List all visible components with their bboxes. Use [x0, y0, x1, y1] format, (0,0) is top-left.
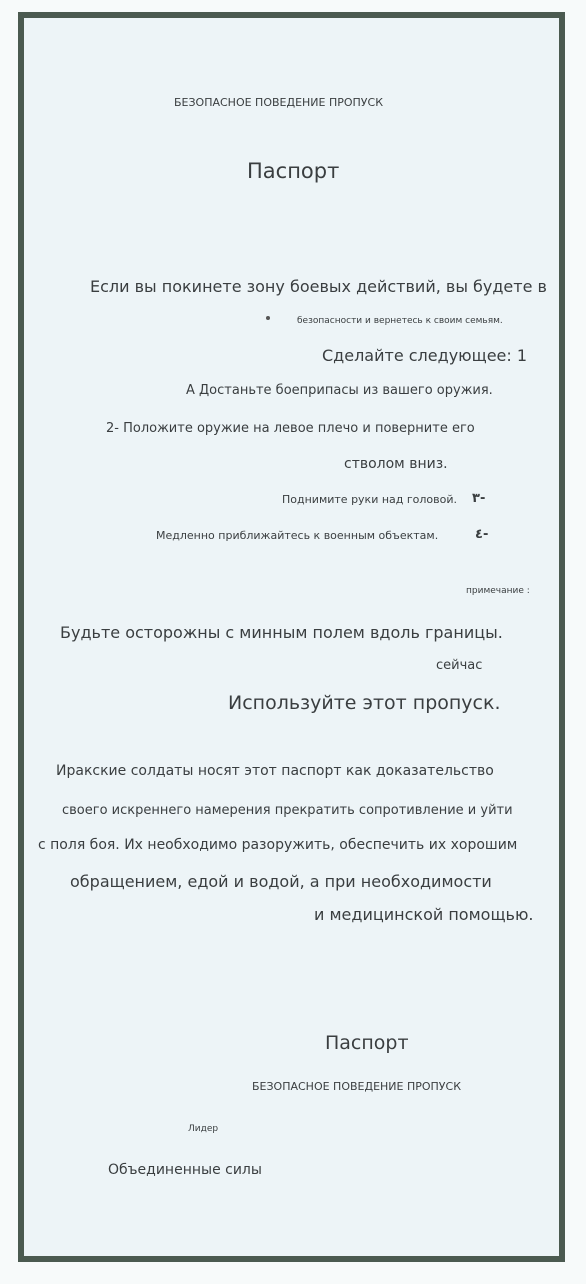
instruction-4: Медленно приближайтесь к военным объектам.: [156, 529, 439, 542]
instruction-3: Поднимите руки над головой.: [282, 493, 458, 506]
page-title: Паспорт: [247, 159, 340, 183]
bullet-dot: [266, 316, 270, 320]
intro-line-2: безопасности и вернетесь к своим семьям.: [297, 316, 503, 326]
note-now: сейчас: [436, 658, 483, 673]
instruction-4-marker: ٤-: [475, 527, 489, 542]
instructions-heading: Сделайте следующее: 1: [322, 346, 528, 365]
note-label: примечание :: [466, 586, 530, 596]
footer-title: Паспорт: [325, 1032, 409, 1054]
statement-line-3: с поля боя. Их необходимо разоружить, обеспечить их хорошим: [38, 837, 518, 853]
intro-line-1: Если вы покинете зону боевых действий, вы будете в: [90, 277, 547, 296]
leader-label: Лидер: [188, 1124, 219, 1134]
top-label: БЕЗОПАСНОЕ ПОВЕДЕНИЕ ПРОПУСК: [174, 96, 384, 109]
note-text: Будьте осторожны с минным полем вдоль границы.: [60, 623, 503, 642]
statement-line-4: обращением, едой и водой, а при необходимости: [70, 872, 492, 891]
instruction-3-marker: ٣-: [472, 491, 486, 506]
instruction-2-line-1: 2- Положите оружие на левое плечо и поверните его: [106, 421, 475, 436]
instruction-a: A Достаньте боеприпасы из вашего оружия.: [186, 383, 493, 398]
statement-line-5: и медицинской помощью.: [314, 905, 534, 924]
statement-line-2: своего искреннего намерения прекратить сопротивление и уйти: [62, 803, 513, 818]
statement-line-1: Иракские солдаты носят этот паспорт как доказательство: [56, 763, 494, 779]
use-pass-text: Используйте этот пропуск.: [228, 692, 501, 714]
forces-label: Объединенные силы: [108, 1162, 262, 1178]
footer-label: БЕЗОПАСНОЕ ПОВЕДЕНИЕ ПРОПУСК: [252, 1080, 462, 1093]
instruction-2-line-2: стволом вниз.: [344, 456, 448, 472]
